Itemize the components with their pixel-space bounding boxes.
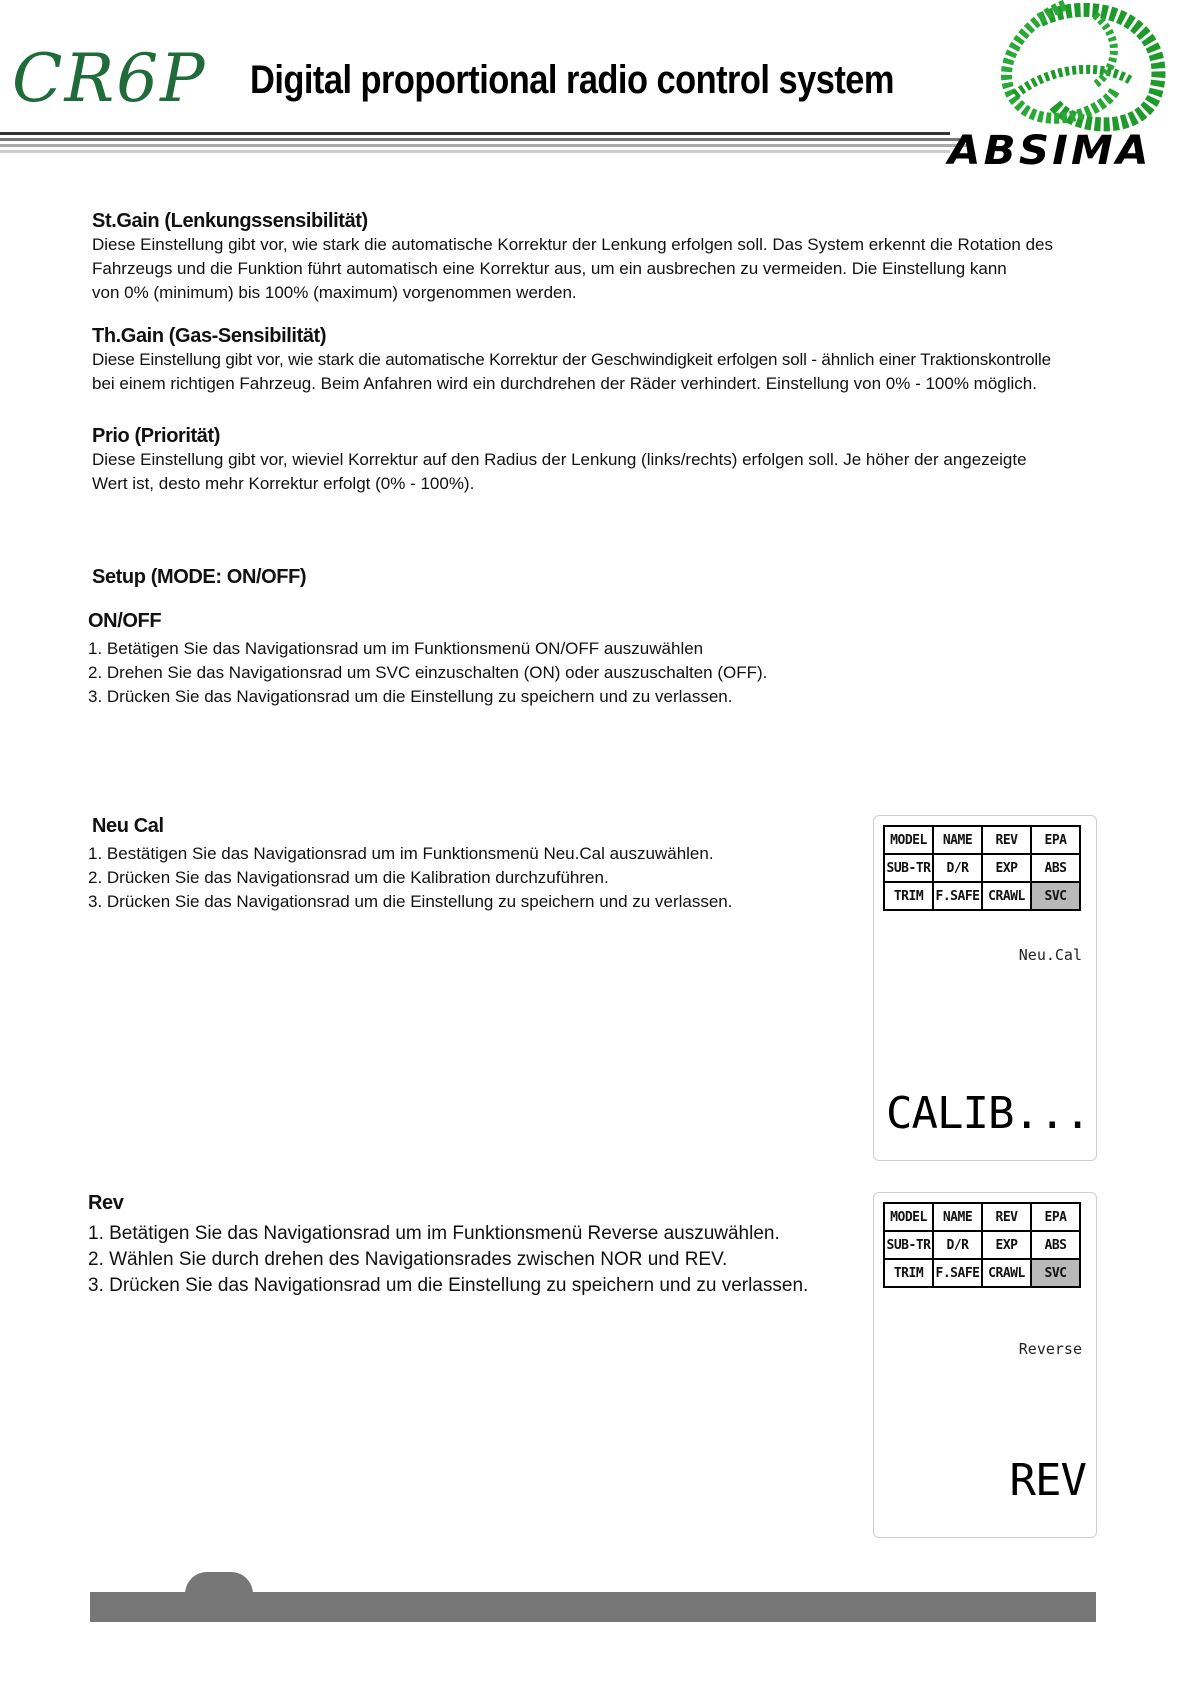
- section-prio: [92, 425, 1182, 496]
- paragraph-line: Diese Einstellung gibt vor, wie stark die automatische Korrektur der Geschwindigkeit erfolgen soll - ähnlich einer Traktionskontrolle: [92, 350, 1051, 369]
- header-stripe: [0, 138, 960, 141]
- lcd-menu-cell: F.SAFE: [933, 1259, 982, 1287]
- section-on-off: [88, 610, 988, 709]
- lcd-menu-cell: EXP: [982, 854, 1031, 882]
- lcd-menu-cell: NAME: [933, 826, 982, 854]
- header-stripe: [0, 150, 950, 153]
- paragraph-line: bei einem richtigen Fahrzeug. Beim Anfahren wird ein durchdrehen der Räder verhindert. Einstellung von 0% - 100% möglich.: [92, 374, 1037, 393]
- lcd-menu-cell: EXP: [982, 1231, 1031, 1259]
- lcd-menu-grid: [883, 825, 1081, 911]
- lcd-display-value: CALIB...: [886, 1088, 1090, 1139]
- list-item: 1. Betätigen Sie das Navigationsrad um im Funktionsmenü Reverse auszuwählen.: [88, 1223, 780, 1244]
- paragraph-line: Fahrzeugs und die Funktion führt automatisch eine Korrektur aus, um ein ausbrechen zu vermeiden. Die Einstellung kann: [92, 259, 1007, 278]
- steps-list: [88, 1221, 878, 1299]
- footer-bar: [90, 1592, 1096, 1622]
- list-item: 1. Betätigen Sie das Navigationsrad um im Funktionsmenü ON/OFF auszuwählen: [88, 639, 704, 658]
- lcd-menu-cell: F.SAFE: [933, 882, 982, 910]
- lcd-menu-cell: SUB-TR: [884, 854, 933, 882]
- header-stripe: [0, 132, 950, 135]
- lcd-menu-cell: CRAWL: [982, 1259, 1031, 1287]
- lcd-menu-cell: REV: [982, 826, 1031, 854]
- lcd-menu-cell: ABS: [1031, 854, 1080, 882]
- section-heading: ON/OFF: [88, 610, 162, 632]
- list-item: 2. Drücken Sie das Navigationsrad um die Kalibration durchzuführen.: [88, 868, 609, 887]
- lcd-screen-neu-cal: [873, 815, 1097, 1161]
- section-heading: Th.Gain (Gas-Sensibilität): [92, 325, 327, 347]
- header-stripe: [0, 144, 970, 147]
- footer-tab: [185, 1572, 253, 1594]
- list-item: 3. Drücken Sie das Navigationsrad um die Einstellung zu speichern und zu verlassen.: [88, 1275, 809, 1296]
- lcd-menu-cell: ABS: [1031, 1231, 1080, 1259]
- lcd-menu-cell-selected: SVC: [1031, 1259, 1080, 1287]
- steps-list: [88, 842, 868, 914]
- lcd-menu-cell: D/R: [933, 1231, 982, 1259]
- lcd-function-label: Reverse: [1018, 1340, 1082, 1358]
- paragraph-line: Diese Einstellung gibt vor, wieviel Korrektur auf den Radius der Lenkung (links/rechts) erfolgen soll. Je höher der angezeigte: [92, 450, 1027, 469]
- list-item: 2. Drehen Sie das Navigationsrad um SVC einzuschalten (ON) oder auszuschalten (OFF).: [88, 663, 768, 682]
- lcd-menu-grid: [883, 1202, 1081, 1288]
- lcd-menu-cell: REV: [982, 1203, 1031, 1231]
- lcd-menu-cell: NAME: [933, 1203, 982, 1231]
- lcd-menu-cell: TRIM: [884, 1259, 933, 1287]
- paragraph-line: Wert ist, desto mehr Korrektur erfolgt (0% - 100%).: [92, 474, 475, 493]
- lcd-menu-cell-selected: SVC: [1031, 882, 1080, 910]
- lcd-menu-cell: EPA: [1031, 826, 1080, 854]
- list-item: 3. Drücken Sie das Navigationsrad um die Einstellung zu speichern und zu verlassen.: [88, 892, 733, 911]
- paragraph-line: von 0% (minimum) bis 100% (maximum) vorgenommen werden.: [92, 283, 577, 302]
- list-item: 1. Bestätigen Sie das Navigationsrad um im Funktionsmenü Neu.Cal auszuwählen.: [88, 844, 714, 863]
- lcd-screen-rev: [873, 1192, 1097, 1538]
- section-rev: [88, 1192, 878, 1299]
- steps-list: [88, 637, 988, 709]
- cr6p-logo: CR6P: [12, 40, 207, 117]
- absima-wordmark: ABSIMA: [948, 128, 1152, 174]
- section-setup: [92, 566, 306, 589]
- page-header: [0, 0, 1190, 175]
- lcd-menu-cell: MODEL: [884, 826, 933, 854]
- section-st-gain: [92, 210, 1182, 305]
- section-neu-cal: [88, 815, 868, 914]
- lcd-function-label: Neu.Cal: [1018, 946, 1082, 964]
- paragraph-line: Diese Einstellung gibt vor, wie stark die automatische Korrektur der Lenkung erfolgen soll. Das System erkennt die Rotation des: [92, 235, 1053, 254]
- lcd-display-value: REV: [1009, 1455, 1086, 1506]
- list-item: 3. Drücken Sie das Navigationsrad um die Einstellung zu speichern und zu verlassen.: [88, 687, 733, 706]
- section-heading: Rev: [88, 1192, 124, 1214]
- section-th-gain: [92, 325, 1187, 396]
- lcd-menu-cell: TRIM: [884, 882, 933, 910]
- list-item: 2. Wählen Sie durch drehen des Navigationsrades zwischen NOR und REV.: [88, 1249, 728, 1270]
- section-heading: Neu Cal: [92, 815, 164, 837]
- lcd-menu-cell: EPA: [1031, 1203, 1080, 1231]
- page-title: Digital proportional radio control system: [250, 58, 894, 102]
- lcd-menu-cell: SUB-TR: [884, 1231, 933, 1259]
- section-heading: Setup (MODE: ON/OFF): [92, 566, 307, 588]
- lcd-menu-cell: CRAWL: [982, 882, 1031, 910]
- section-heading: Prio (Priorität): [92, 425, 221, 447]
- section-heading: St.Gain (Lenkungssensibilität): [92, 210, 368, 232]
- lcd-menu-cell: MODEL: [884, 1203, 933, 1231]
- lcd-menu-cell: D/R: [933, 854, 982, 882]
